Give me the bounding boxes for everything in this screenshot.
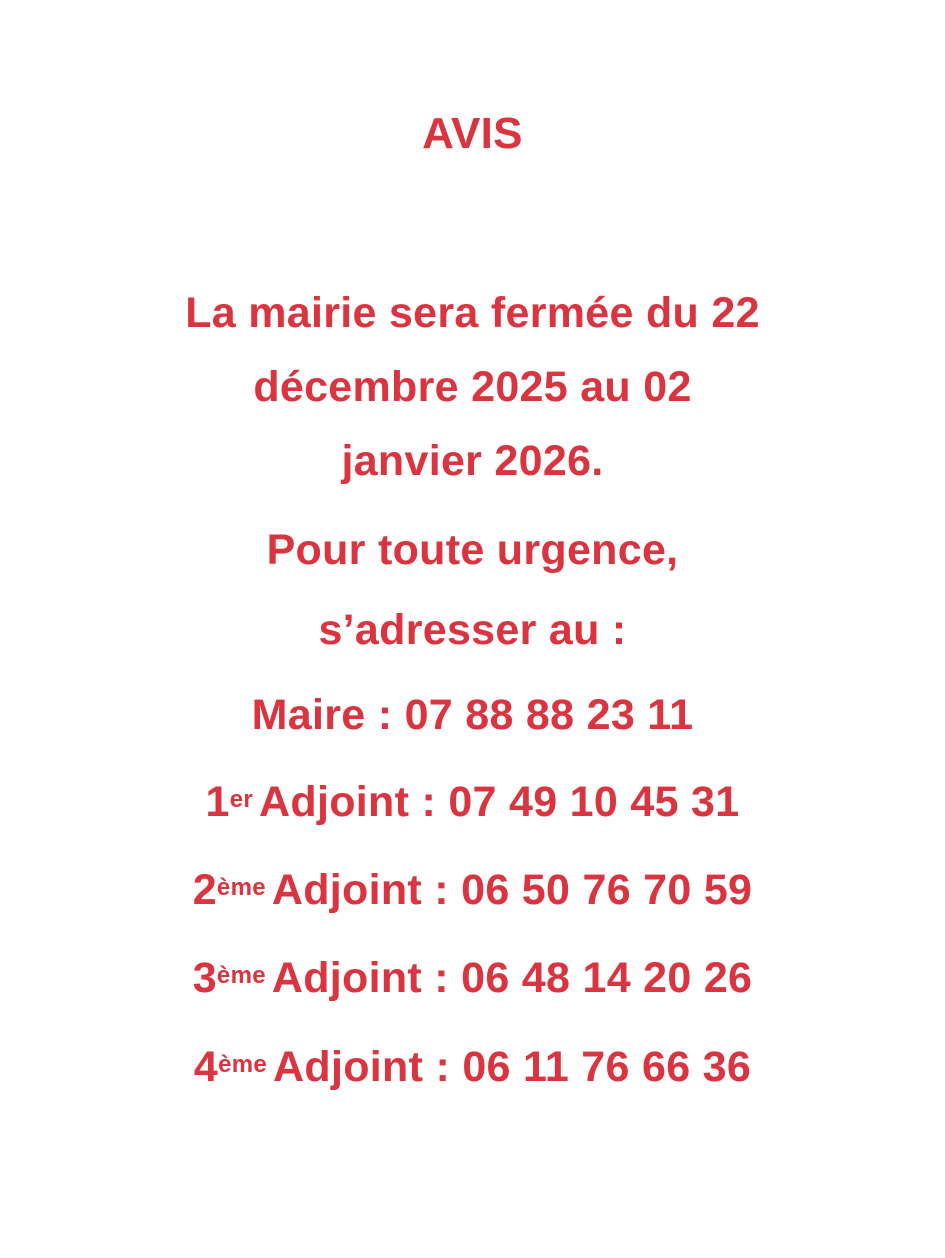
contact-deputy-3 (0, 953, 945, 1003)
ordinal-suffix: ème (216, 962, 266, 989)
contact-deputy-1 (0, 777, 945, 827)
contact-deputy-4 (0, 1042, 945, 1092)
urgency-line-2: s’adresser au : (318, 606, 627, 654)
contact-label: Adjoint : 06 48 14 20 26 (271, 954, 753, 1002)
contact-deputy-2 (0, 865, 945, 915)
contact-label: Adjoint : 07 49 10 45 31 (259, 778, 740, 826)
ordinal-number: 3 (192, 954, 217, 1002)
notice-title: AVIS (422, 109, 523, 158)
contact-label: Adjoint : 06 11 76 66 36 (273, 1043, 752, 1091)
ordinal-number: 1 (205, 778, 230, 826)
contact-label: Adjoint : 06 50 76 70 59 (271, 866, 753, 914)
closure-line-2: décembre 2025 au 02 (253, 363, 692, 411)
closure-line-1: La mairie sera fermée du 22 (185, 289, 760, 337)
ordinal-suffix: ème (218, 1051, 268, 1078)
ordinal-suffix: ème (216, 874, 266, 901)
ordinal-number: 4 (193, 1043, 219, 1091)
closure-line-3: janvier 2026. (341, 437, 604, 485)
urgency-line-1: Pour toute urgence, (266, 526, 679, 574)
ordinal-suffix: er (229, 786, 254, 813)
ordinal-number: 2 (192, 866, 217, 914)
contact-mayor: Maire : 07 88 88 23 11 (251, 691, 694, 739)
